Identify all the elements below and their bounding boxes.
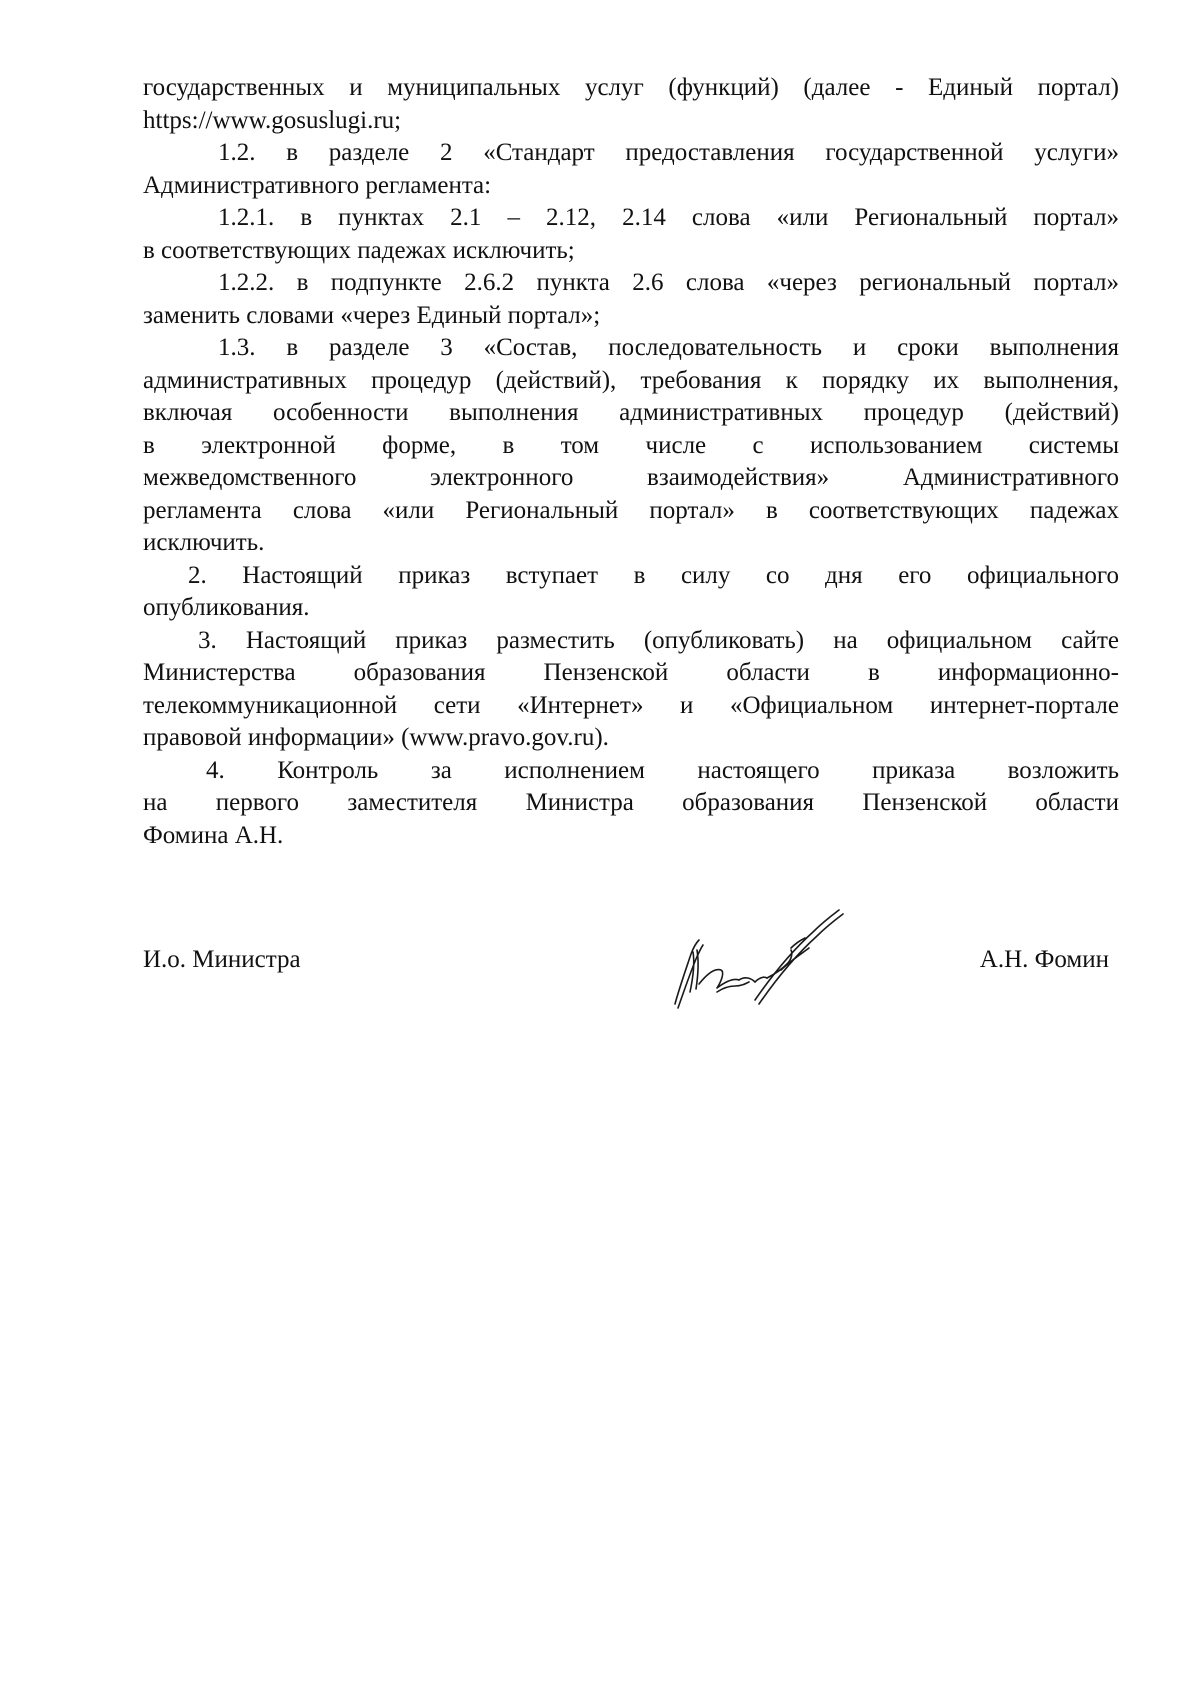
text-line: 3. Настоящий приказ разместить (опубликовать) на официальном сайте bbox=[198, 626, 1119, 654]
signature-block bbox=[143, 944, 1119, 1054]
document-body bbox=[143, 72, 1119, 852]
paragraph-continuation bbox=[143, 72, 1119, 137]
text-line: заменить словами «через Единый портал»; bbox=[143, 301, 601, 329]
paragraph-1-2-2 bbox=[143, 267, 1119, 332]
text-line: межведомственного электронного взаимодействия» Административного bbox=[143, 464, 1119, 491]
text-line: 1.2.2. в подпункте 2.6.2 пункта 2.6 слова «через региональный портал» bbox=[218, 269, 1119, 296]
text-line: 4. Контроль за исполнением настоящего приказа возложить bbox=[206, 756, 1119, 784]
paragraph-3 bbox=[143, 625, 1119, 755]
signatory-name: А.Н. Фомин bbox=[979, 946, 1109, 973]
text-line: государственных и муниципальных услуг (функций) (далее - Единый портал) bbox=[143, 74, 1119, 101]
paragraph-4 bbox=[143, 755, 1119, 853]
handwritten-signature bbox=[663, 904, 853, 1014]
paragraph-1-3 bbox=[143, 332, 1119, 560]
text-line: в электронной форме, в том числе с использованием системы bbox=[143, 431, 1119, 459]
text-line: Административного регламента: bbox=[143, 171, 492, 199]
text-line: 2. Настоящий приказ вступает в силу со дня его официального bbox=[188, 561, 1119, 589]
text-line: правовой информации» (www.pravo.gov.ru). bbox=[143, 724, 609, 751]
paragraph-2 bbox=[143, 560, 1119, 625]
text-line: Министерства образования Пензенской области в информационно- bbox=[143, 659, 1119, 686]
text-line: в соответствующих падежах исключить; bbox=[143, 236, 575, 264]
text-line: 1.2. в разделе 2 «Стандарт предоставления государственной услуги» bbox=[218, 139, 1119, 166]
text-line: 1.2.1. в пунктах 2.1 – 2.12, 2.14 слова «или Региональный портал» bbox=[218, 204, 1119, 231]
paragraph-1-2 bbox=[143, 137, 1119, 202]
paragraph-1-2-1 bbox=[143, 202, 1119, 267]
text-line: административных процедур (действий), требования к порядку их выполнения, bbox=[143, 366, 1119, 394]
text-line: опубликования. bbox=[143, 594, 310, 621]
text-line: исключить. bbox=[143, 529, 265, 556]
text-line: на первого заместителя Министра образования Пензенской области bbox=[143, 789, 1119, 816]
text-line: регламента слова «или Региональный портал» в соответствующих падежах bbox=[143, 496, 1119, 524]
text-line: включая особенности выполнения административных процедур (действий) bbox=[143, 399, 1119, 426]
text-line: https://www.gosuslugi.ru; bbox=[143, 106, 402, 134]
signatory-role: И.о. Министра bbox=[143, 946, 301, 973]
text-line: 1.3. в разделе 3 «Состав, последовательность и сроки выполнения bbox=[218, 334, 1119, 361]
text-line: Фомина А.Н. bbox=[143, 821, 284, 849]
text-line: телекоммуникационной сети «Интернет» и «Официальном интернет-портале bbox=[143, 691, 1119, 719]
